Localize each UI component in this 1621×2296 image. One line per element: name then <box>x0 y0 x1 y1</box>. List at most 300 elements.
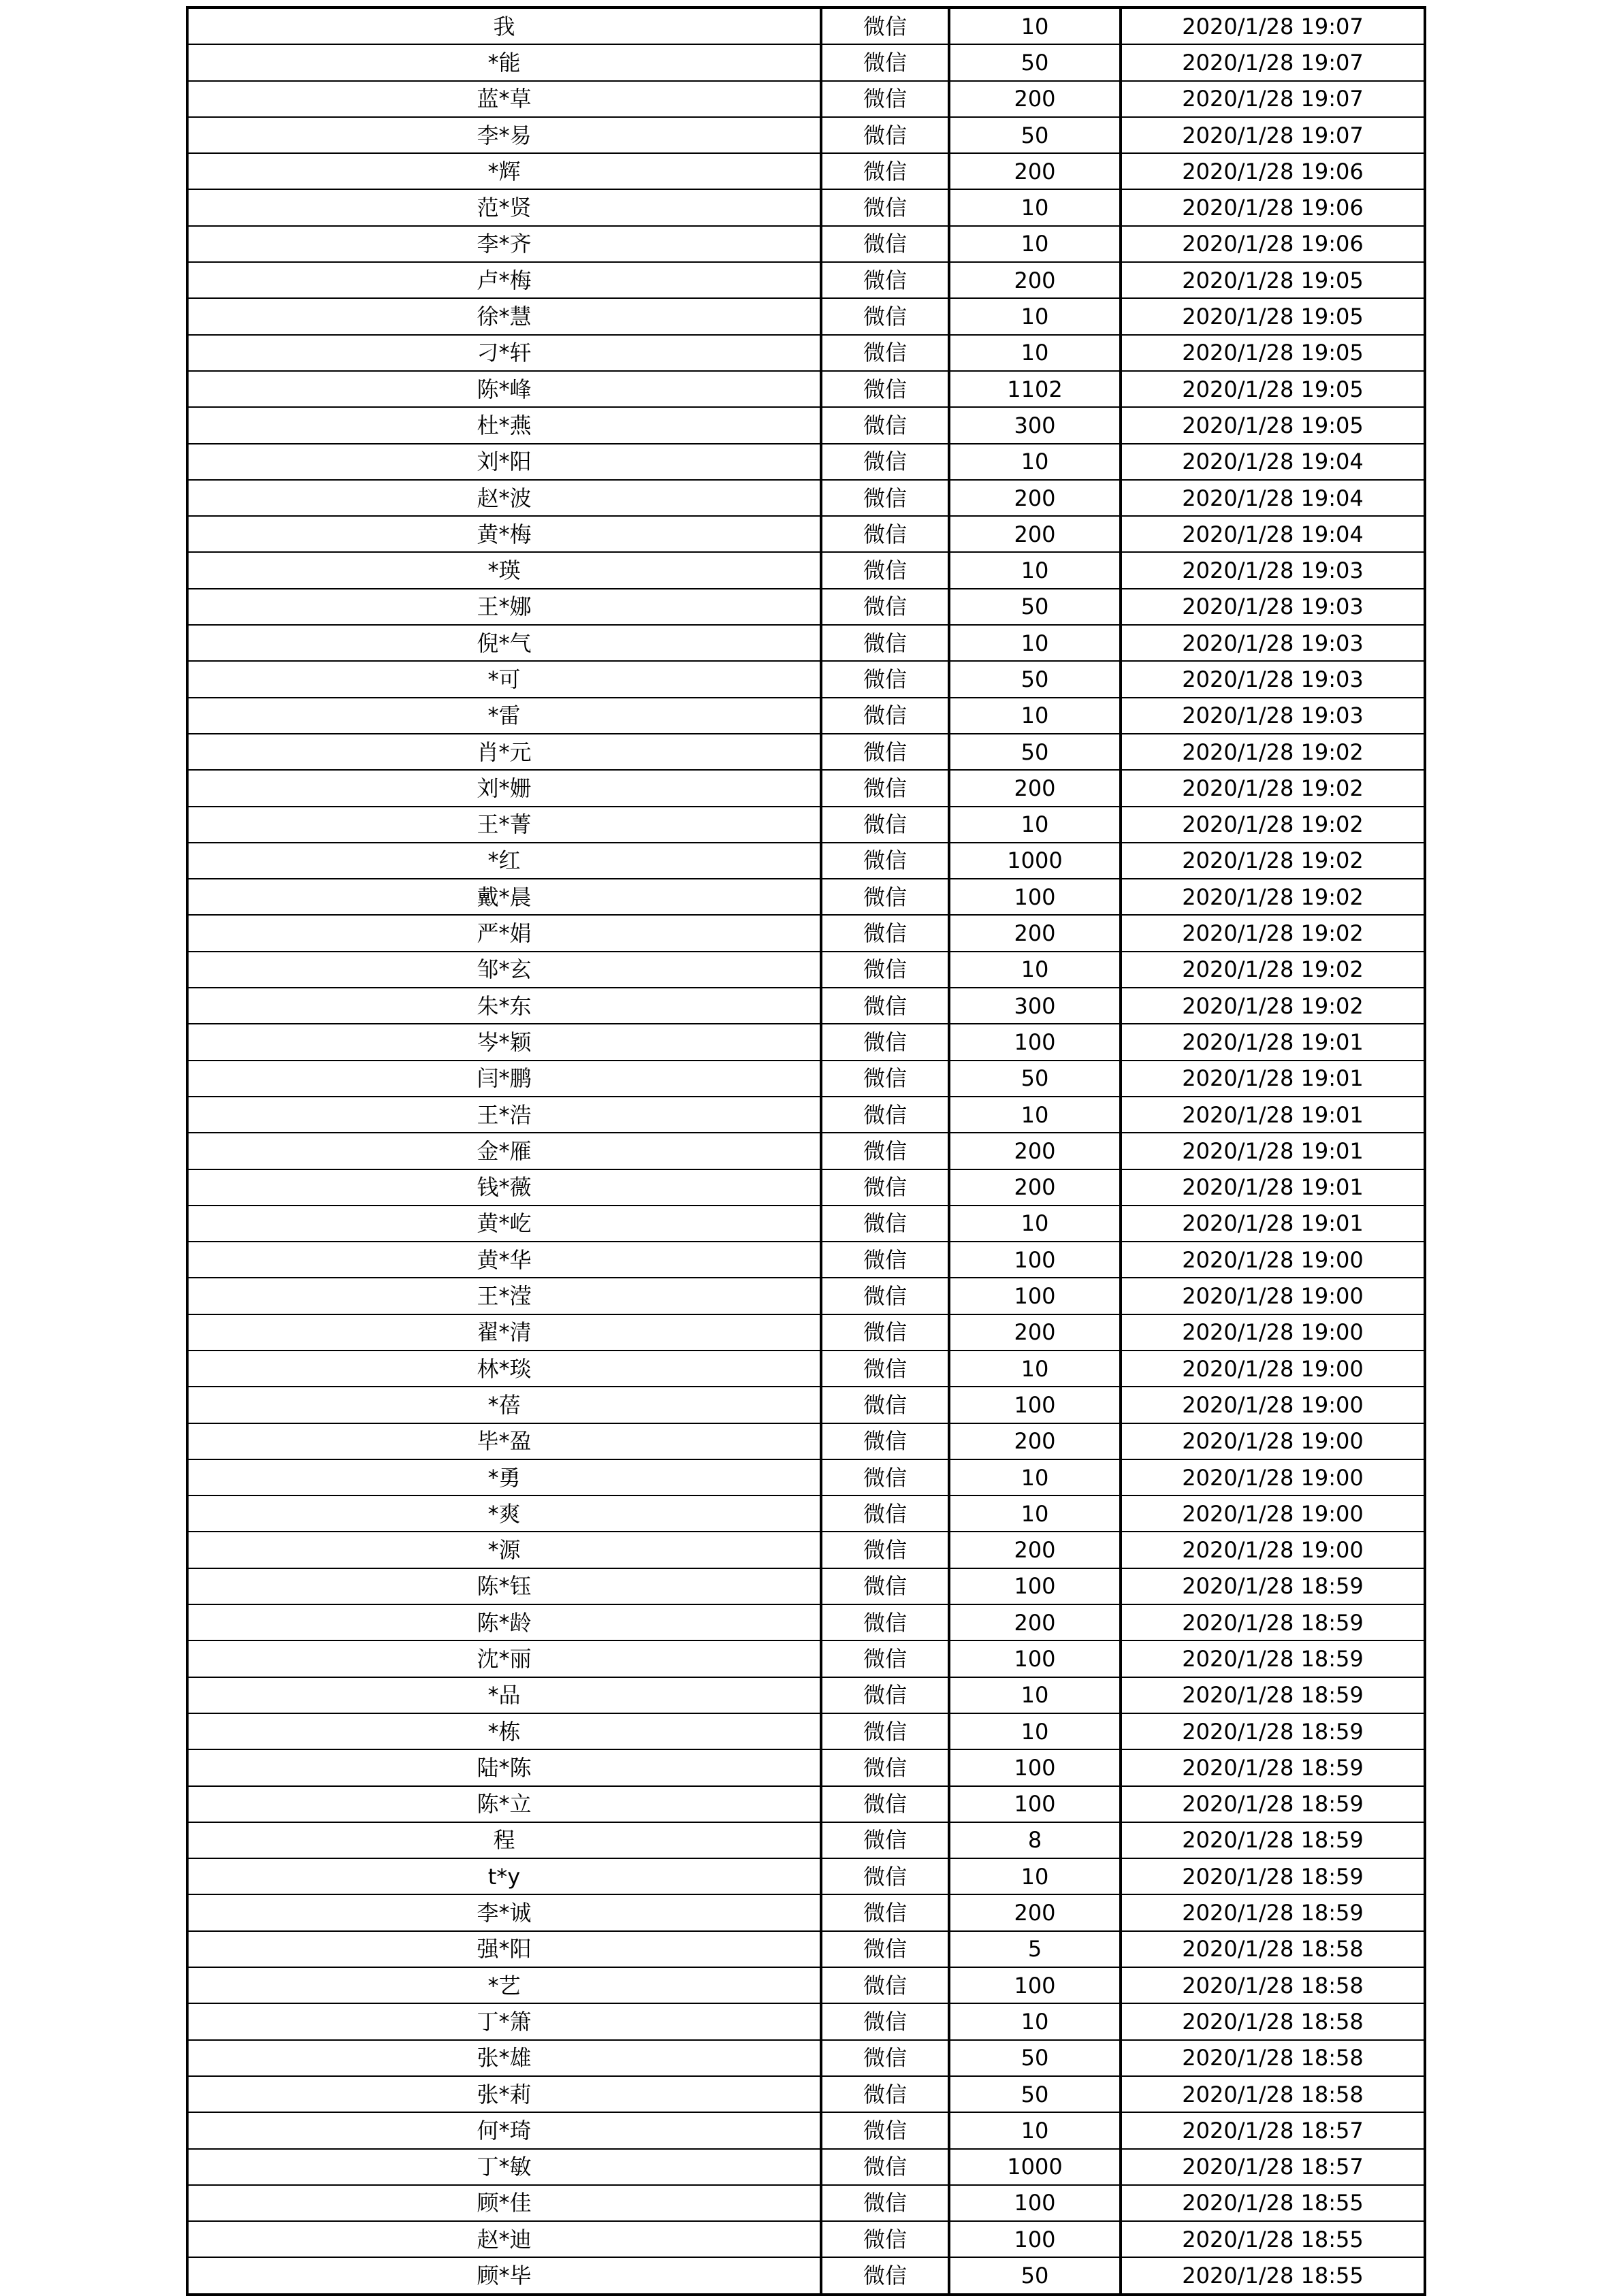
amount-cell: 10 <box>949 1858 1121 1894</box>
donor-name-cell: 钱*薇 <box>187 1169 821 1206</box>
donor-name-cell: 李*齐 <box>187 226 821 262</box>
amount-cell: 200 <box>949 262 1121 298</box>
payment-method-cell: 微信 <box>821 1931 949 1967</box>
donor-name-cell: *辉 <box>187 153 821 189</box>
donor-name-cell: 邹*玄 <box>187 952 821 988</box>
amount-cell: 10 <box>949 7 1121 44</box>
timestamp-cell: 2020/1/28 19:02 <box>1121 734 1425 770</box>
donor-name-cell: 王*菁 <box>187 807 821 843</box>
timestamp-cell: 2020/1/28 19:03 <box>1121 625 1425 661</box>
amount-cell: 100 <box>949 1242 1121 1278</box>
timestamp-cell: 2020/1/28 19:05 <box>1121 298 1425 334</box>
payment-method-cell: 微信 <box>821 952 949 988</box>
payment-method-cell: 微信 <box>821 1822 949 1858</box>
payment-method-cell: 微信 <box>821 1786 949 1822</box>
timestamp-cell: 2020/1/28 19:00 <box>1121 1495 1425 1532</box>
donor-name-cell: 李*诚 <box>187 1894 821 1930</box>
table-row <box>187 2257 1425 2294</box>
table-row <box>187 1931 1425 1967</box>
amount-cell: 10 <box>949 226 1121 262</box>
payment-method-cell: 微信 <box>821 988 949 1024</box>
payment-method-cell: 微信 <box>821 2076 949 2112</box>
payment-method-cell: 微信 <box>821 298 949 334</box>
timestamp-cell: 2020/1/28 18:55 <box>1121 2185 1425 2221</box>
table-row <box>187 807 1425 843</box>
donor-name-cell: 毕*盈 <box>187 1423 821 1459</box>
donor-name-cell: 倪*气 <box>187 625 821 661</box>
amount-cell: 5 <box>949 1931 1121 1967</box>
donor-name-cell: 沈*丽 <box>187 1640 821 1677</box>
payment-method-cell: 微信 <box>821 1423 949 1459</box>
donor-name-cell: t*y <box>187 1858 821 1894</box>
table-row <box>187 2112 1425 2148</box>
timestamp-cell: 2020/1/28 19:02 <box>1121 915 1425 951</box>
amount-cell: 200 <box>949 915 1121 951</box>
table-row <box>187 915 1425 951</box>
amount-cell: 200 <box>949 1423 1121 1459</box>
payment-method-cell: 微信 <box>821 915 949 951</box>
table-row <box>187 444 1425 480</box>
payment-method-cell: 微信 <box>821 589 949 625</box>
donor-name-cell: *能 <box>187 44 821 80</box>
amount-cell: 1000 <box>949 2149 1121 2185</box>
timestamp-cell: 2020/1/28 19:00 <box>1121 1278 1425 1314</box>
payment-method-cell: 微信 <box>821 1387 949 1423</box>
timestamp-cell: 2020/1/28 19:07 <box>1121 44 1425 80</box>
donor-name-cell: *勇 <box>187 1459 821 1495</box>
payment-method-cell: 微信 <box>821 1314 949 1351</box>
amount-cell: 50 <box>949 44 1121 80</box>
timestamp-cell: 2020/1/28 19:02 <box>1121 988 1425 1024</box>
timestamp-cell: 2020/1/28 19:02 <box>1121 770 1425 806</box>
donor-name-cell: 陈*峰 <box>187 371 821 407</box>
timestamp-cell: 2020/1/28 19:02 <box>1121 807 1425 843</box>
table-row <box>187 1314 1425 1351</box>
amount-cell: 10 <box>949 952 1121 988</box>
timestamp-cell: 2020/1/28 19:01 <box>1121 1024 1425 1060</box>
table-row <box>187 2149 1425 2185</box>
table-row <box>187 1786 1425 1822</box>
timestamp-cell: 2020/1/28 19:02 <box>1121 952 1425 988</box>
timestamp-cell: 2020/1/28 19:07 <box>1121 81 1425 117</box>
amount-cell: 10 <box>949 335 1121 371</box>
timestamp-cell: 2020/1/28 19:00 <box>1121 1351 1425 1387</box>
amount-cell: 10 <box>949 625 1121 661</box>
table-row <box>187 552 1425 588</box>
donor-name-cell: 陈*龄 <box>187 1604 821 1640</box>
donor-name-cell: 严*娟 <box>187 915 821 951</box>
donor-name-cell: 强*阳 <box>187 1931 821 1967</box>
table-row <box>187 2185 1425 2221</box>
table-row <box>187 2076 1425 2112</box>
amount-cell: 200 <box>949 1314 1121 1351</box>
table-row <box>187 2003 1425 2039</box>
timestamp-cell: 2020/1/28 18:59 <box>1121 1640 1425 1677</box>
donor-name-cell: 刁*轩 <box>187 335 821 371</box>
donor-name-cell: 黄*梅 <box>187 516 821 552</box>
donor-name-cell: 张*雄 <box>187 2040 821 2076</box>
table-row <box>187 2221 1425 2257</box>
payment-method-cell: 微信 <box>821 1713 949 1749</box>
payment-method-cell: 微信 <box>821 444 949 480</box>
amount-cell: 100 <box>949 1786 1121 1822</box>
amount-cell: 100 <box>949 879 1121 915</box>
donor-name-cell: 黄*华 <box>187 1242 821 1278</box>
timestamp-cell: 2020/1/28 19:01 <box>1121 1169 1425 1206</box>
payment-method-cell: 微信 <box>821 117 949 153</box>
table-row <box>187 1967 1425 2003</box>
payment-method-cell: 微信 <box>821 2112 949 2148</box>
timestamp-cell: 2020/1/28 18:59 <box>1121 1786 1425 1822</box>
payment-method-cell: 微信 <box>821 1024 949 1060</box>
donor-name-cell: 赵*波 <box>187 480 821 516</box>
payment-method-cell: 微信 <box>821 1061 949 1097</box>
payment-method-cell: 微信 <box>821 2040 949 2076</box>
payment-method-cell: 微信 <box>821 44 949 80</box>
table-row <box>187 153 1425 189</box>
timestamp-cell: 2020/1/28 18:58 <box>1121 2076 1425 2112</box>
table-row <box>187 117 1425 153</box>
timestamp-cell: 2020/1/28 19:00 <box>1121 1532 1425 1568</box>
donor-name-cell: 肖*元 <box>187 734 821 770</box>
amount-cell: 200 <box>949 1133 1121 1169</box>
timestamp-cell: 2020/1/28 19:03 <box>1121 698 1425 734</box>
table-row <box>187 988 1425 1024</box>
donor-name-cell: 陈*立 <box>187 1786 821 1822</box>
table-row <box>187 1278 1425 1314</box>
amount-cell: 200 <box>949 1604 1121 1640</box>
amount-cell: 10 <box>949 1206 1121 1242</box>
amount-cell: 10 <box>949 189 1121 225</box>
donor-name-cell: 杜*燕 <box>187 407 821 443</box>
amount-cell: 200 <box>949 153 1121 189</box>
table-row <box>187 661 1425 697</box>
payment-method-cell: 微信 <box>821 2221 949 2257</box>
payment-method-cell: 微信 <box>821 843 949 879</box>
table-row <box>187 1495 1425 1532</box>
amount-cell: 10 <box>949 552 1121 588</box>
timestamp-cell: 2020/1/28 18:59 <box>1121 1822 1425 1858</box>
timestamp-cell: 2020/1/28 19:04 <box>1121 480 1425 516</box>
table-row <box>187 189 1425 225</box>
payment-method-cell: 微信 <box>821 879 949 915</box>
donor-name-cell: 张*莉 <box>187 2076 821 2112</box>
table-row <box>187 1423 1425 1459</box>
amount-cell: 200 <box>949 480 1121 516</box>
payment-method-cell: 微信 <box>821 807 949 843</box>
payment-method-cell: 微信 <box>821 734 949 770</box>
timestamp-cell: 2020/1/28 18:57 <box>1121 2149 1425 2185</box>
table-row <box>187 1749 1425 1785</box>
amount-cell: 1000 <box>949 843 1121 879</box>
timestamp-cell: 2020/1/28 19:05 <box>1121 407 1425 443</box>
table-row <box>187 262 1425 298</box>
table-row <box>187 734 1425 770</box>
payment-method-cell: 微信 <box>821 262 949 298</box>
amount-cell: 1102 <box>949 371 1121 407</box>
table-row <box>187 1858 1425 1894</box>
timestamp-cell: 2020/1/28 19:04 <box>1121 444 1425 480</box>
payment-method-cell: 微信 <box>821 1640 949 1677</box>
payment-method-cell: 微信 <box>821 1604 949 1640</box>
table-row <box>187 480 1425 516</box>
amount-cell: 100 <box>949 1387 1121 1423</box>
table-row <box>187 589 1425 625</box>
table-row <box>187 770 1425 806</box>
amount-cell: 100 <box>949 1024 1121 1060</box>
amount-cell: 100 <box>949 1749 1121 1785</box>
amount-cell: 200 <box>949 1169 1121 1206</box>
table-row <box>187 298 1425 334</box>
donor-name-cell: 陆*陈 <box>187 1749 821 1785</box>
amount-cell: 10 <box>949 1495 1121 1532</box>
payment-method-cell: 微信 <box>821 2257 949 2294</box>
amount-cell: 50 <box>949 734 1121 770</box>
timestamp-cell: 2020/1/28 19:00 <box>1121 1242 1425 1278</box>
table-row <box>187 1568 1425 1604</box>
payment-method-cell: 微信 <box>821 2003 949 2039</box>
payment-method-cell: 微信 <box>821 1858 949 1894</box>
donor-name-cell: *雷 <box>187 698 821 734</box>
amount-cell: 50 <box>949 2257 1121 2294</box>
donor-name-cell: 王*滢 <box>187 1278 821 1314</box>
amount-cell: 100 <box>949 2221 1121 2257</box>
table-row <box>187 2040 1425 2076</box>
amount-cell: 10 <box>949 1097 1121 1133</box>
donor-name-cell: 李*易 <box>187 117 821 153</box>
table-row <box>187 1097 1425 1133</box>
amount-cell: 50 <box>949 589 1121 625</box>
payment-method-cell: 微信 <box>821 1677 949 1713</box>
amount-cell: 50 <box>949 1061 1121 1097</box>
table-row <box>187 1206 1425 1242</box>
payment-method-cell: 微信 <box>821 2149 949 2185</box>
table-row <box>187 1640 1425 1677</box>
donor-name-cell: 何*琦 <box>187 2112 821 2148</box>
donation-table <box>186 6 1426 2296</box>
amount-cell: 50 <box>949 2040 1121 2076</box>
donor-name-cell: 范*贤 <box>187 189 821 225</box>
timestamp-cell: 2020/1/28 19:06 <box>1121 153 1425 189</box>
timestamp-cell: 2020/1/28 19:00 <box>1121 1314 1425 1351</box>
donor-name-cell: *可 <box>187 661 821 697</box>
timestamp-cell: 2020/1/28 19:02 <box>1121 843 1425 879</box>
payment-method-cell: 微信 <box>821 189 949 225</box>
amount-cell: 200 <box>949 81 1121 117</box>
table-row <box>187 1713 1425 1749</box>
table-row <box>187 371 1425 407</box>
amount-cell: 10 <box>949 1351 1121 1387</box>
donor-name-cell: 王*娜 <box>187 589 821 625</box>
timestamp-cell: 2020/1/28 18:58 <box>1121 1931 1425 1967</box>
table-row <box>187 1387 1425 1423</box>
table-row <box>187 226 1425 262</box>
amount-cell: 10 <box>949 2003 1121 2039</box>
payment-method-cell: 微信 <box>821 7 949 44</box>
amount-cell: 10 <box>949 298 1121 334</box>
payment-method-cell: 微信 <box>821 1749 949 1785</box>
amount-cell: 8 <box>949 1822 1121 1858</box>
donor-name-cell: *蓓 <box>187 1387 821 1423</box>
payment-method-cell: 微信 <box>821 1206 949 1242</box>
payment-method-cell: 微信 <box>821 1459 949 1495</box>
table-row <box>187 1169 1425 1206</box>
table-row <box>187 879 1425 915</box>
amount-cell: 100 <box>949 1967 1121 2003</box>
donor-name-cell: 岑*颖 <box>187 1024 821 1060</box>
donor-name-cell: 金*雁 <box>187 1133 821 1169</box>
timestamp-cell: 2020/1/28 18:58 <box>1121 1967 1425 2003</box>
table-row <box>187 625 1425 661</box>
table-row <box>187 407 1425 443</box>
timestamp-cell: 2020/1/28 19:03 <box>1121 552 1425 588</box>
timestamp-cell: 2020/1/28 18:59 <box>1121 1677 1425 1713</box>
table-row <box>187 1024 1425 1060</box>
donor-name-cell: 翟*清 <box>187 1314 821 1351</box>
donor-name-cell: 黄*屹 <box>187 1206 821 1242</box>
amount-cell: 100 <box>949 2185 1121 2221</box>
payment-method-cell: 微信 <box>821 552 949 588</box>
donor-name-cell: 林*琰 <box>187 1351 821 1387</box>
amount-cell: 200 <box>949 516 1121 552</box>
table-row <box>187 81 1425 117</box>
timestamp-cell: 2020/1/28 19:01 <box>1121 1061 1425 1097</box>
payment-method-cell: 微信 <box>821 1169 949 1206</box>
amount-cell: 10 <box>949 2112 1121 2148</box>
table-row <box>187 1532 1425 1568</box>
donor-name-cell: 顾*佳 <box>187 2185 821 2221</box>
timestamp-cell: 2020/1/28 19:05 <box>1121 371 1425 407</box>
payment-method-cell: 微信 <box>821 1568 949 1604</box>
amount-cell: 100 <box>949 1640 1121 1677</box>
amount-cell: 10 <box>949 444 1121 480</box>
table-row <box>187 1822 1425 1858</box>
donor-name-cell: 顾*毕 <box>187 2257 821 2294</box>
payment-method-cell: 微信 <box>821 1495 949 1532</box>
payment-method-cell: 微信 <box>821 625 949 661</box>
donor-name-cell: 丁*箫 <box>187 2003 821 2039</box>
payment-method-cell: 微信 <box>821 1967 949 2003</box>
timestamp-cell: 2020/1/28 19:01 <box>1121 1206 1425 1242</box>
donor-name-cell: 我 <box>187 7 821 44</box>
payment-method-cell: 微信 <box>821 516 949 552</box>
timestamp-cell: 2020/1/28 18:59 <box>1121 1568 1425 1604</box>
donor-name-cell: 戴*晨 <box>187 879 821 915</box>
donor-name-cell: 蓝*草 <box>187 81 821 117</box>
payment-method-cell: 微信 <box>821 1097 949 1133</box>
timestamp-cell: 2020/1/28 19:00 <box>1121 1459 1425 1495</box>
payment-method-cell: 微信 <box>821 1133 949 1169</box>
timestamp-cell: 2020/1/28 19:00 <box>1121 1387 1425 1423</box>
timestamp-cell: 2020/1/28 19:07 <box>1121 117 1425 153</box>
timestamp-cell: 2020/1/28 19:03 <box>1121 661 1425 697</box>
payment-method-cell: 微信 <box>821 81 949 117</box>
donor-name-cell: *瑛 <box>187 552 821 588</box>
payment-method-cell: 微信 <box>821 1242 949 1278</box>
table-row <box>187 952 1425 988</box>
amount-cell: 10 <box>949 698 1121 734</box>
payment-method-cell: 微信 <box>821 1278 949 1314</box>
table-row <box>187 44 1425 80</box>
donor-name-cell: *栋 <box>187 1713 821 1749</box>
payment-method-cell: 微信 <box>821 335 949 371</box>
table-row <box>187 1133 1425 1169</box>
donor-name-cell: 陈*钰 <box>187 1568 821 1604</box>
payment-method-cell: 微信 <box>821 1532 949 1568</box>
timestamp-cell: 2020/1/28 19:01 <box>1121 1133 1425 1169</box>
timestamp-cell: 2020/1/28 18:59 <box>1121 1713 1425 1749</box>
timestamp-cell: 2020/1/28 18:57 <box>1121 2112 1425 2148</box>
timestamp-cell: 2020/1/28 19:02 <box>1121 879 1425 915</box>
payment-method-cell: 微信 <box>821 2185 949 2221</box>
timestamp-cell: 2020/1/28 18:55 <box>1121 2257 1425 2294</box>
payment-method-cell: 微信 <box>821 407 949 443</box>
table-row <box>187 7 1425 44</box>
timestamp-cell: 2020/1/28 18:59 <box>1121 1858 1425 1894</box>
payment-method-cell: 微信 <box>821 153 949 189</box>
timestamp-cell: 2020/1/28 18:55 <box>1121 2221 1425 2257</box>
payment-method-cell: 微信 <box>821 661 949 697</box>
amount-cell: 10 <box>949 807 1121 843</box>
payment-method-cell: 微信 <box>821 371 949 407</box>
table-row <box>187 1351 1425 1387</box>
donor-name-cell: 丁*敏 <box>187 2149 821 2185</box>
payment-method-cell: 微信 <box>821 770 949 806</box>
donor-name-cell: 徐*慧 <box>187 298 821 334</box>
payment-method-cell: 微信 <box>821 698 949 734</box>
table-row <box>187 698 1425 734</box>
donor-name-cell: 刘*姗 <box>187 770 821 806</box>
donor-name-cell: 朱*东 <box>187 988 821 1024</box>
donor-name-cell: 赵*迪 <box>187 2221 821 2257</box>
table-row <box>187 1459 1425 1495</box>
amount-cell: 50 <box>949 661 1121 697</box>
donation-table-body <box>187 7 1425 2295</box>
timestamp-cell: 2020/1/28 19:05 <box>1121 335 1425 371</box>
timestamp-cell: 2020/1/28 19:05 <box>1121 262 1425 298</box>
timestamp-cell: 2020/1/28 18:59 <box>1121 1604 1425 1640</box>
table-row <box>187 843 1425 879</box>
table-row <box>187 516 1425 552</box>
payment-method-cell: 微信 <box>821 226 949 262</box>
timestamp-cell: 2020/1/28 19:01 <box>1121 1097 1425 1133</box>
amount-cell: 50 <box>949 2076 1121 2112</box>
timestamp-cell: 2020/1/28 18:59 <box>1121 1894 1425 1930</box>
table-row <box>187 1242 1425 1278</box>
donor-name-cell: *艺 <box>187 1967 821 2003</box>
timestamp-cell: 2020/1/28 19:00 <box>1121 1423 1425 1459</box>
timestamp-cell: 2020/1/28 18:58 <box>1121 2003 1425 2039</box>
timestamp-cell: 2020/1/28 18:58 <box>1121 2040 1425 2076</box>
amount-cell: 50 <box>949 117 1121 153</box>
amount-cell: 300 <box>949 407 1121 443</box>
donor-name-cell: 王*浩 <box>187 1097 821 1133</box>
amount-cell: 300 <box>949 988 1121 1024</box>
amount-cell: 100 <box>949 1278 1121 1314</box>
donor-name-cell: *爽 <box>187 1495 821 1532</box>
amount-cell: 200 <box>949 1532 1121 1568</box>
amount-cell: 200 <box>949 770 1121 806</box>
table-row <box>187 1894 1425 1930</box>
timestamp-cell: 2020/1/28 19:06 <box>1121 226 1425 262</box>
amount-cell: 10 <box>949 1677 1121 1713</box>
table-row <box>187 1677 1425 1713</box>
payment-method-cell: 微信 <box>821 1894 949 1930</box>
payment-method-cell: 微信 <box>821 480 949 516</box>
donor-name-cell: 卢*梅 <box>187 262 821 298</box>
amount-cell: 100 <box>949 1568 1121 1604</box>
table-row <box>187 1604 1425 1640</box>
